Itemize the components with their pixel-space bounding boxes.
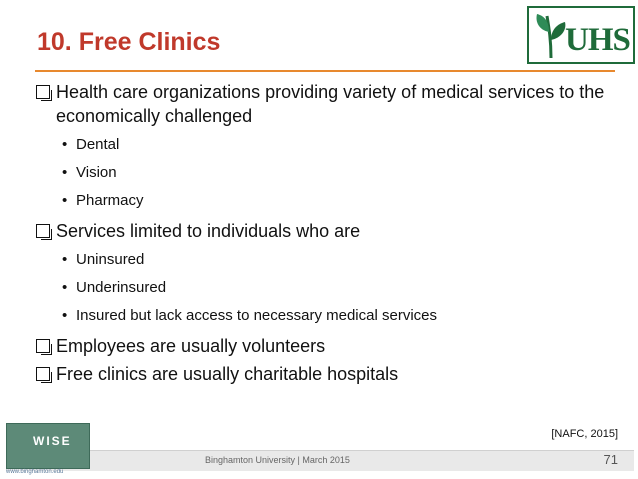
- sub-bullet: • Underinsured: [36, 278, 626, 298]
- citation: [NAFC, 2015]: [551, 428, 618, 440]
- sub-bullet: • Uninsured: [36, 250, 626, 270]
- bullet-point-2: [36, 219, 626, 243]
- checkbox-bullet-icon: [36, 339, 50, 353]
- leaf-icon: [533, 10, 569, 60]
- sub-bullet: • Pharmacy: [36, 191, 626, 211]
- bullet-list: [36, 80, 626, 390]
- bullet-point-4: [36, 362, 626, 386]
- logo-wordmark: UHS: [565, 22, 630, 58]
- checkbox-bullet-icon: [36, 224, 50, 238]
- slide-number: 71: [603, 452, 618, 467]
- bullet-text: Health care organizations providing variety of medical services to the economically challenged: [56, 82, 605, 126]
- slide-title: 10. Free Clinics: [37, 28, 221, 56]
- checkbox-bullet-icon: [36, 85, 50, 99]
- footer-text: Binghamton University | March 2015: [205, 455, 350, 465]
- wise-label: WISE: [33, 434, 72, 448]
- sub-bullet: • Insured but lack access to necessary medical services: [36, 306, 626, 326]
- bullet-text: Services limited to individuals who are: [56, 221, 361, 241]
- uhs-logo: [527, 6, 635, 64]
- bullet-point-3: [36, 334, 626, 358]
- bullet-point-1: [36, 80, 626, 128]
- wise-logo: [6, 423, 90, 469]
- wise-url: www.binghamton.edu: [6, 469, 64, 475]
- bullet-text: Employees are usually volunteers: [56, 336, 326, 356]
- bullet-text: Free clinics are usually charitable hospitals: [56, 364, 399, 384]
- title-divider: [35, 70, 615, 72]
- sub-bullet: • Dental: [36, 135, 626, 155]
- sub-bullet: • Vision: [36, 163, 626, 183]
- checkbox-bullet-icon: [36, 367, 50, 381]
